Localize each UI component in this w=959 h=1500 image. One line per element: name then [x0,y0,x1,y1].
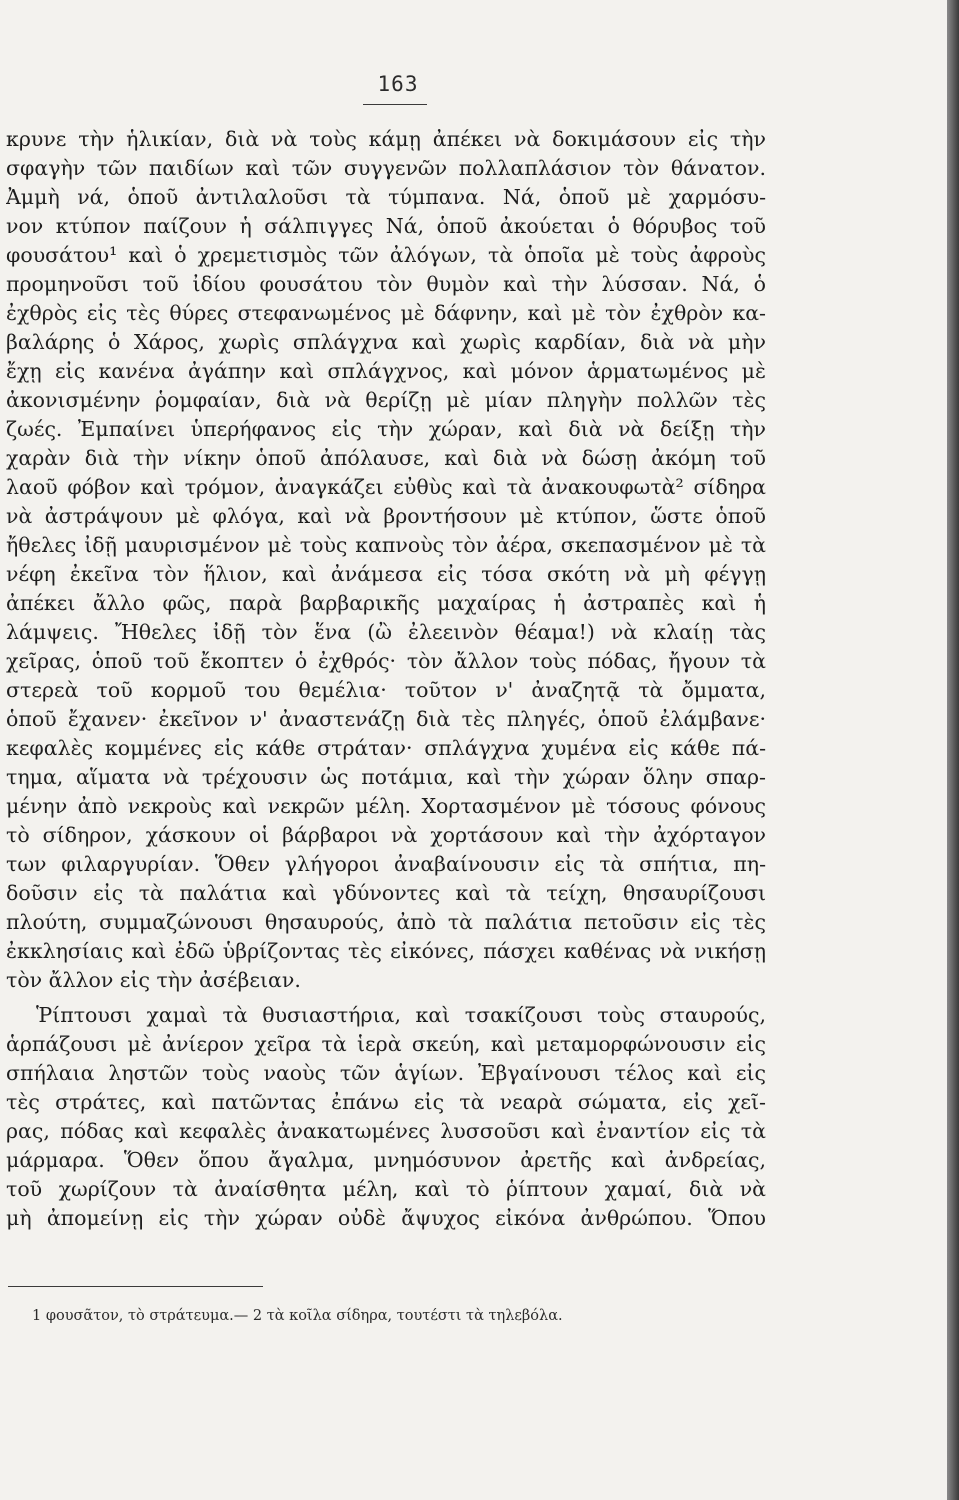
text-line: ἀπέκει ἄλλο φῶς, παρὰ βαρβαρικῆς μαχαίρας ἡ ἀστραπὲς καὶ ἡ [6,591,766,615]
text-line: Ῥίπτουσι χαμαὶ τὰ θυσιαστήρια, καὶ τσακίζουσι τοὺς σταυρούς, [36,1003,766,1027]
page-number-rule [363,104,427,105]
text-line: ἀκονισμένην ῥομφαίαν, διὰ νὰ θερίζῃ μὲ μίαν πληγὴν πολλῶν τὲς [6,388,766,412]
text-line: νον κτύπον παίζουν ἡ σάλπιγγες Νά, ὁποῦ ἀκούεται ὁ θόρυβος τοῦ [6,214,766,238]
page-number: 163 [377,72,419,96]
text-line: μένην ἀπὸ νεκροὺς καὶ νεκρῶν μέλη. Χορτασμένον μὲ τόσους φόνους [6,794,766,818]
text-line: σφαγὴν τῶν παιδίων καὶ τῶν συγγενῶν πολλαπλάσιον τὸν θάνατον. [6,156,766,180]
text-line: χαρὰν διὰ τὴν νίκην ὁποῦ ἀπόλαυσε, καὶ διὰ νὰ δώσῃ ἀκόμη τοῦ [6,446,766,470]
text-line: ζωές. Ἐμπαίνει ὑπερήφανος εἰς τὴν χώραν, καὶ διὰ νὰ δείξῃ τὴν [6,417,766,441]
text-line: πλούτη, συμμαζώνουσι θησαυρούς, ἀπὸ τὰ παλάτια πετοῦσιν εἰς τὲς [6,910,766,934]
text-line: Ἀμμὴ νά, ὁποῦ ἀντιλαλοῦσι τὰ τύμπανα. Νά, ὁποῦ μὲ χαρμόσυ- [6,185,766,209]
text-line: τημα, αἵματα νὰ τρέχουσιν ὡς ποτάμια, καὶ τὴν χώραν ὅλην σπαρ- [6,765,766,789]
text-line: δοῦσιν εἰς τὰ παλάτια καὶ γδύνοντες καὶ τὰ τείχη, θησαυρίζουσι [6,881,766,905]
text-line: κεφαλὲς κομμένες εἰς κάθε στράταν· σπλάγχνα χυμένα εἰς κάθε πά- [6,736,766,760]
text-line: τὸ σίδηρον, χάσκουν οἱ βάρβαροι νὰ χορτάσουν καὶ τὴν ἀχόρταγον [6,823,766,847]
text-line: ἐκκλησίαις καὶ ἐδῶ ὑβρίζοντας τὲς εἰκόνες, πάσχει καθένας νὰ νικήσῃ [6,939,766,963]
footnotes [32,1305,732,1327]
text-line: μάρμαρα. Ὅθεν ὅπου ἄγαλμα, μνημόσυνον ἀρετῆς καὶ ἀνδρείας, [6,1148,766,1172]
text-line: τὸν ἄλλον εἰς τὴν ἀσέβειαν. [6,968,301,992]
text-line: στερεὰ τοῦ κορμοῦ του θεμέλια· τοῦτον ν' ἀναζητᾷ τὰ ὄμματα, [6,678,766,702]
text-line: ἁρπάζουσι μὲ ἀνίερον χεῖρα τὰ ἱερὰ σκεύη, καὶ μεταμορφώνουσιν εἰς [6,1032,766,1056]
text-line: φουσάτου¹ καὶ ὁ χρεμετισμὸς τῶν ἀλόγων, τὰ ὁποῖα μὲ τοὺς ἀφροὺς [6,243,766,267]
text-line: τοῦ χωρίζουν τὰ ἀναίσθητα μέλη, καὶ τὸ ῥίπτουν χαμαί, διὰ νὰ [6,1177,766,1201]
text-line: νέφη ἐκεῖνα τὸν ἥλιον, καὶ ἀνάμεσα εἰς τόσα σκότη νὰ μὴ φέγγῃ [6,562,766,586]
text-line: νὰ ἀστράψουν μὲ φλόγα, καὶ νὰ βροντήσουν μὲ κτύπον, ὥστε ὁποῦ [6,504,766,528]
text-line: τὲς στράτες, καὶ πατῶντας ἐπάνω εἰς τὰ νεαρὰ σώματα, εἰς χεῖ- [6,1090,766,1114]
text-line: κρυνε τὴν ἡλικίαν, διὰ νὰ τοὺς κάμῃ ἀπέκει νὰ δοκιμάσουν εἰς τὴν [6,127,766,151]
paragraph [6,1001,766,1233]
text-line: ὁποῦ ἔχανεν· ἐκεῖνον ν' ἀναστενάζῃ διὰ τὲς πληγές, ὁποῦ ἐλάμβανε· [6,707,766,731]
body-text [6,125,766,1233]
footnote-text: 1 φουσᾶτον, τὸ στράτευμα.— 2 τὰ κοῖλα σίδηρα, τουτέστι τὰ τηλεβόλα. [32,1308,563,1324]
text-line: των φιλαργυρίαν. Ὅθεν γλήγοροι ἀναβαίνουσιν εἰς τὰ σπήτια, πη- [6,852,766,876]
text-line: ἐχθρὸς εἰς τὲς θύρες στεφανωμένος μὲ δάφνην, καὶ μὲ τὸν ἐχθρὸν κα- [6,301,766,325]
text-line: προμηνοῦσι τοῦ ἰδίου φουσάτου τὸν θυμὸν καὶ τὴν λύσσαν. Νά, ὁ [6,272,766,296]
text-line: ἔχῃ εἰς κανένα ἀγάπην καὶ σπλάγχνος, καὶ μόνον ἁρματωμένος μὲ [6,359,766,383]
text-line: ρας, πόδας καὶ κεφαλὲς ἀνακατωμένες λυσσοῦσι καὶ ἐναντίον εἰς τὰ [6,1119,766,1143]
paragraph [6,125,766,995]
text-line: βαλάρης ὁ Χάρος, χωρὶς σπλάγχνα καὶ χωρὶς καρδίαν, διὰ νὰ μὴν [6,330,766,354]
text-line: μὴ ἀπομείνῃ εἰς τὴν χώραν οὐδὲ ἄψυχος εἰκόνα ἀνθρώπου. Ὅπου [6,1206,766,1230]
text-line: λάμψεις. Ἤθελες ἰδῇ τὸν ἕνα (ὢ ἐλεεινὸν θέαμα!) νὰ κλαίῃ τὰς [6,620,766,644]
text-line: σπήλαια ληστῶν τοὺς ναοὺς τῶν ἁγίων. Ἐβγαίνουσι τέλος καὶ εἰς [6,1061,766,1085]
text-line: ἤθελες ἰδῇ μαυρισμένον μὲ τοὺς καπνοὺς τὸν ἀέρα, σκεπασμένον μὲ τὰ [6,533,766,557]
text-line: λαοῦ φόβον καὶ τρόμον, ἀναγκάζει εὐθὺς καὶ τὰ ἀνακουφωτὰ² σίδηρα [6,475,766,499]
text-line: χεῖρας, ὁποῦ τοῦ ἔκοπτεν ὁ ἐχθρός· τὸν ἄλλον τοὺς πόδας, ἤγουν τὰ [6,649,766,673]
page-edge-shadow [947,0,959,1500]
footnote-separator [8,1286,263,1287]
